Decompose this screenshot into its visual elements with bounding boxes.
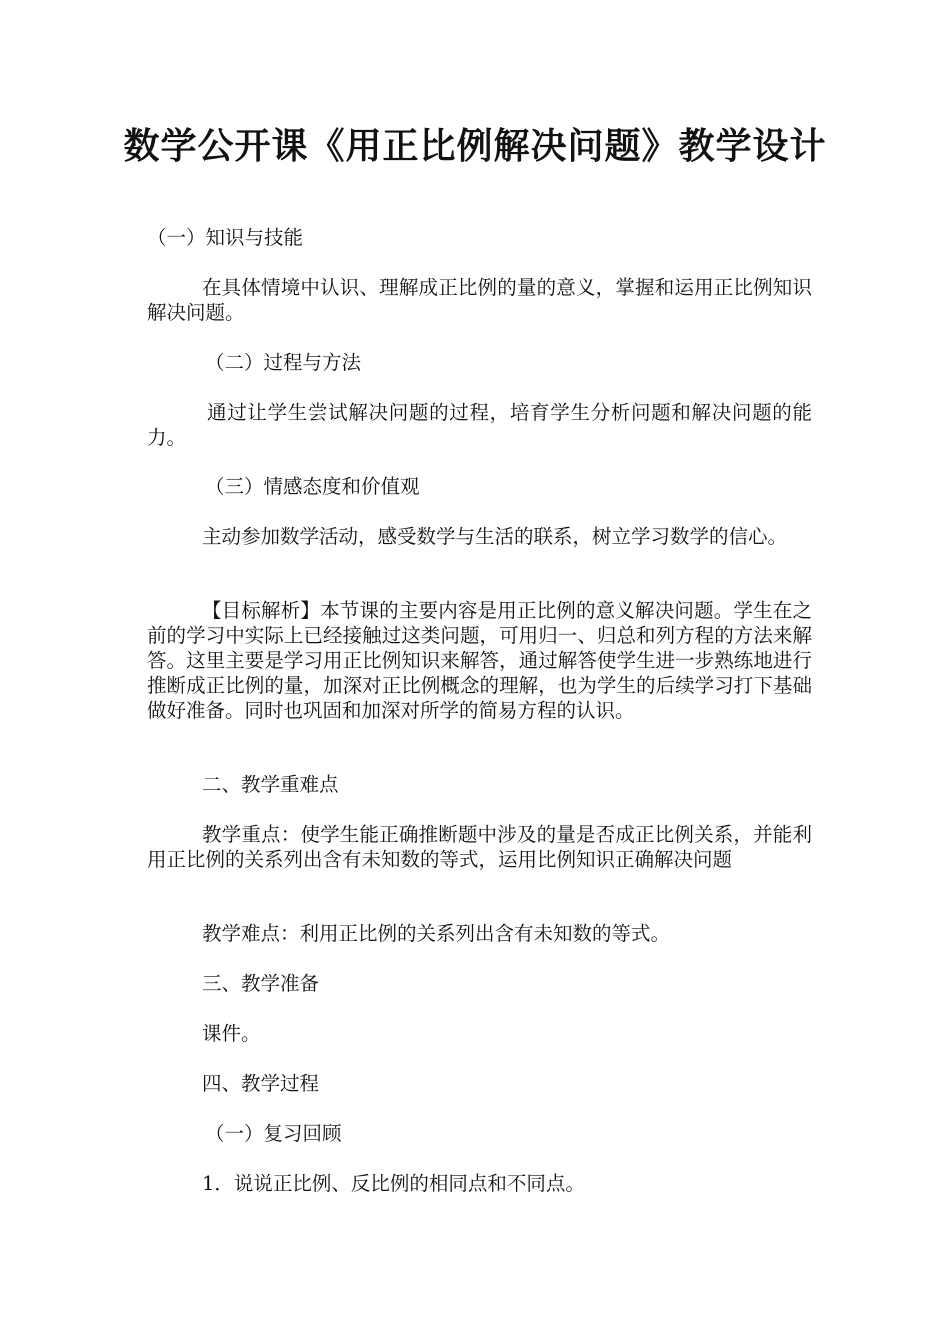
paragraph-knowledge-skills: 在具体情境中认识、理解成正比例的量的意义，掌握和运用正比例知识解决问题。 (147, 276, 812, 324)
paragraph-goal-analysis: 【目标解析】本节课的主要内容是用正比例的意义解决问题。学生在之前的学习中实际上已经接触过这类问题，可用归一、归总和列方程的方法来解答。这里主要是学习用正比例知识来解答，通过解答使学生进一步熟练地进行推断成正比例的量，加深对正比例概念的理解，也为学生的后续学习打下基础做好准备。同时也巩固和加深对所学的简易方程的认识。 (147, 599, 812, 722)
section-heading-review: （一）复习回顾 (205, 1122, 342, 1145)
paragraph-preparation: 课件。 (202, 1022, 261, 1045)
document-title: 数学公开课《用正比例解决问题》教学设计 (123, 125, 827, 167)
list-item-review-1: 1．说说正比例、反比例的相同点和不同点。 (202, 1172, 585, 1195)
section-heading-key-points: 二、教学重难点 (202, 773, 339, 796)
paragraph-teaching-focus: 教学重点：使学生能正确推断题中涉及的量是否成正比例关系，并能利用正比例的关系列出含有未知数的等式，运用比例知识正确解决问题 (147, 823, 812, 871)
paragraph-teaching-difficulty: 教学难点：利用正比例的关系列出含有未知数的等式。 (202, 922, 671, 945)
section-heading-knowledge-skills: （一）知识与技能 (147, 226, 304, 249)
section-heading-process-method: （二）过程与方法 (205, 351, 362, 374)
section-heading-preparation: 三、教学准备 (202, 972, 320, 995)
section-heading-attitude-values: （三）情感态度和价值观 (205, 475, 420, 498)
section-heading-teaching-process: 四、教学过程 (202, 1072, 320, 1095)
paragraph-attitude-values: 主动参加数学活动，感受数学与生活的联系，树立学习数学的信心。 (202, 525, 788, 548)
paragraph-process-method: 通过让学生尝试解决问题的过程，培育学生分析问题和解决问题的能力。 (147, 401, 812, 449)
